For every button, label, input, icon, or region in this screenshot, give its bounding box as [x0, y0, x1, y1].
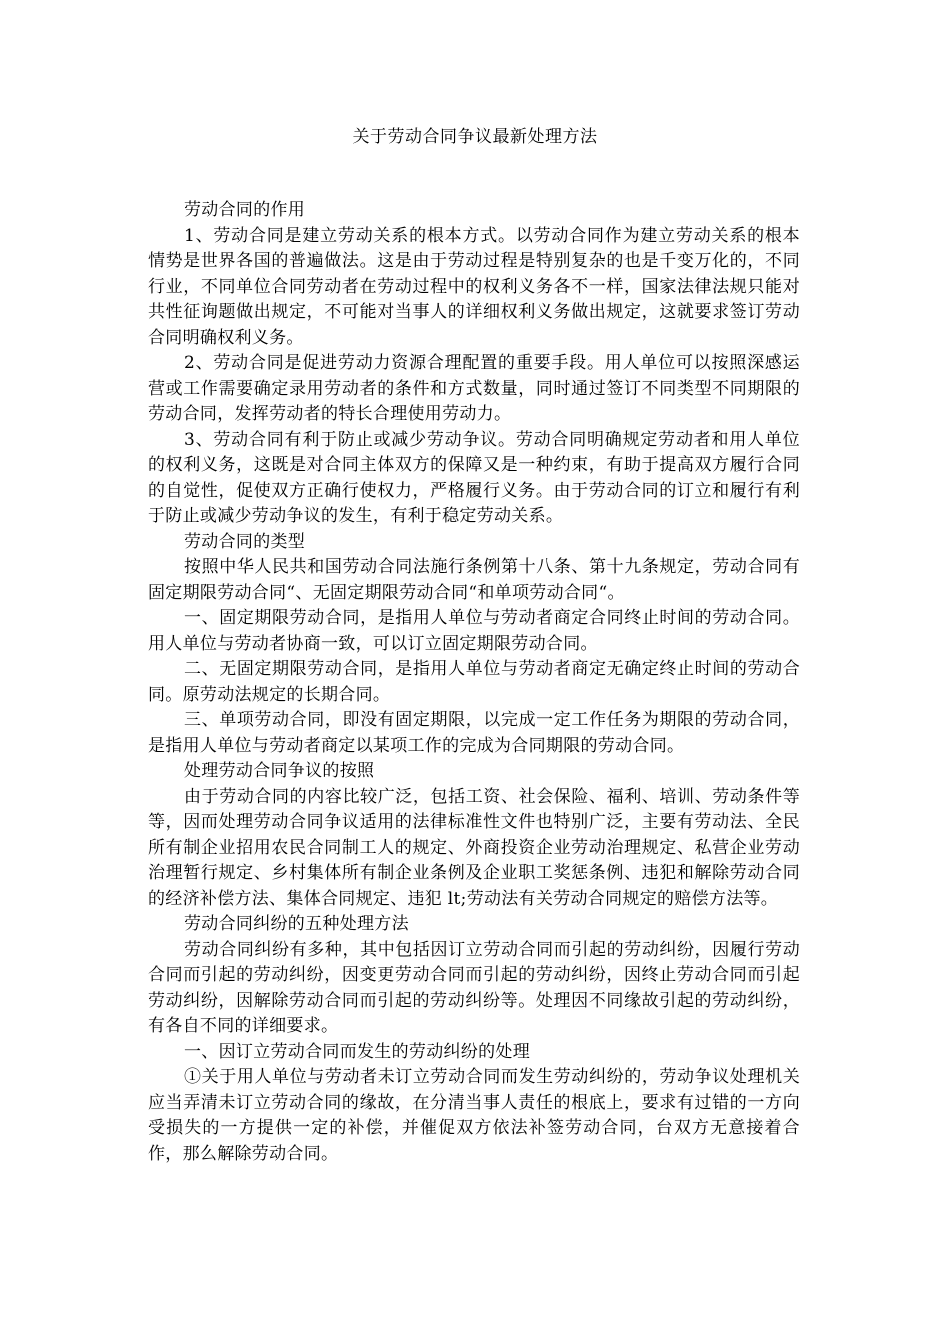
heading-signing-disputes: 一、因订立劳动合同而发生的劳动纠纷的处理 — [184, 1041, 530, 1062]
heading-five-methods: 劳动合同纠纷的五种处理方法 — [184, 914, 409, 934]
paragraph-signing-disputes: ①关于用人单位与劳动者未订立劳动合同而发生劳动纠纷的，劳动争议处理机关应当弄清未订立劳动合同的缘故，在分清当事人责任的根底上，要求有过错的一方向受损失的一方提供一定的补偿，并催促双方依法补签劳动合同，台双方无意接着合作，那么解除劳动合同。 — [148, 1067, 800, 1164]
paragraph-fixed-term: 一、固定期限劳动合同，是指用人单位与劳动者商定合同终止时间的劳动合同。用人单位与劳动者协商一致，可以订立固定期限劳动合同。 — [148, 608, 800, 654]
paragraph-role-3: 3、劳动合同有利于防止或减少劳动争议。劳动合同明确规定劳动者和用人单位的权利义务，这既是对合同主体双方的保障又是一种约束，有助于提高双方履行合同的自觉性，促使双方正确行使权力，严格履行义务。由于劳动合同的订立和履行有利于防止或减少劳动争议的发生，有利于稳定劳动关系。 — [148, 429, 800, 526]
document-body — [148, 198, 800, 1167]
heading-contract-role: 劳动合同的作用 — [184, 200, 306, 220]
paragraph-role-1: 1、劳动合同是建立劳动关系的根本方式。以劳动合同作为建立劳动关系的根本情势是世界各国的普遍做法。这是由于劳动过程是特别复杂的也是千变万化的，不同行业，不同单位合同劳动者在劳动过程中的权利义务各不一样，国家法律法规只能对共性征询题做出规定，不可能对当事人的详细权利义务做出规定，这就要求签订劳动合同明确权利义务。 — [148, 225, 800, 348]
paragraph-role-2: 2、劳动合同是促进劳动力资源合理配置的重要手段。用人单位可以按照深感运营或工作需要确定录用劳动者的条件和方式数量，同时通过签订不同类型不同期限的劳动合同，发挥劳动者的特长合理使用劳动力。 — [148, 353, 800, 424]
paragraph-single-task: 三、单项劳动合同，即没有固定期限，以完成一定工作任务为期限的劳动合同，是指用人单位与劳动者商定以某项工作的完成为合同期限的劳动合同。 — [148, 710, 800, 756]
heading-contract-types: 劳动合同的类型 — [184, 531, 306, 552]
paragraph-dispute-basis: 由于劳动合同的内容比较广泛，包括工资、社会保险、福利、培训、劳动条件等等，因而处理劳动合同争议适用的法律标准性文件也特别广泛，主要有劳动法、全民所有制企业招用农民合同制工人的规定、外商投资企业劳动治理规定、私营企业劳动治理暂行规定、乡村集体所有制企业条例及企业职工奖惩条例、违犯和解除劳动合同的经济补偿方法、集体合同规定、违犯 lt;劳动法有关劳动合同规定的赔偿方法等。 — [148, 786, 800, 909]
paragraph-types-intro: 按照中华人民共和国劳动合同法施行条例第十八条、第十九条规定，劳动合同有固定期限劳动合同“、无固定期限劳动合同“和单项劳动合同“。 — [148, 557, 800, 603]
paragraph-open-term: 二、无固定期限劳动合同，是指用人单位与劳动者商定无确定终止时间的劳动合同。原劳动法规定的长期合同。 — [148, 659, 800, 705]
document-title: 关于劳动合同争议最新处理方法 — [352, 127, 598, 147]
paragraph-five-methods: 劳动合同纠纷有多种，其中包括因订立劳动合同而引起的劳动纠纷，因履行劳动合同而引起的劳动纠纷，因变更劳动合同而引起的劳动纠纷，因终止劳动合同而引起劳动纠纷，因解除劳动合同而引起的劳动纠纷等。处理因不同缘故引起的劳动纠纷，有各自不同的详细要求。 — [148, 939, 800, 1036]
heading-dispute-basis: 处理劳动合同争议的按照 — [184, 761, 375, 781]
